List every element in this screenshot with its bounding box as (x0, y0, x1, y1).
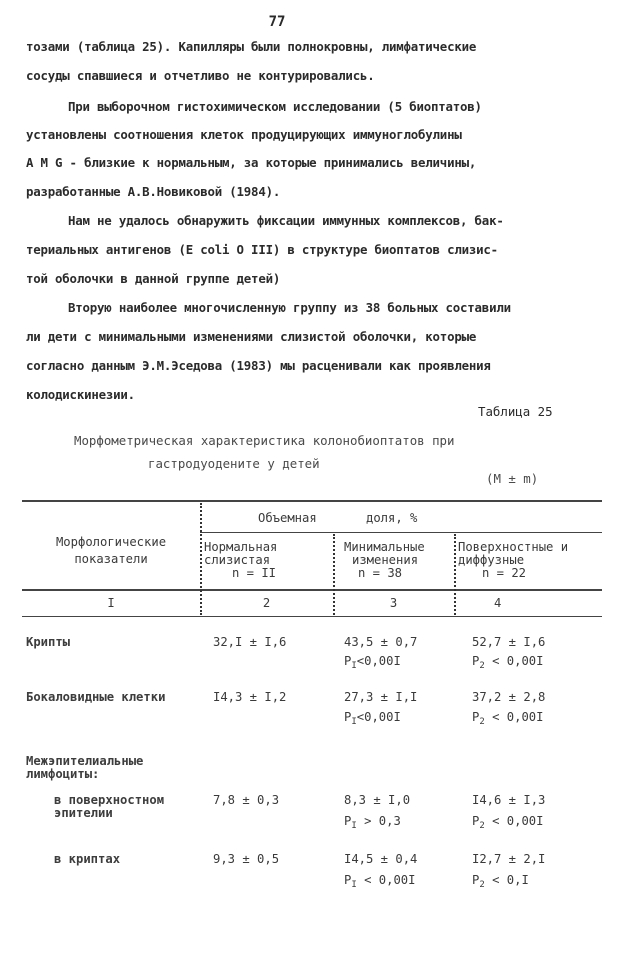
column-header: n = 38 (358, 566, 403, 580)
table-cell: I4,3 ± I,2 (213, 690, 287, 704)
row-label: Бокаловидные клетки (26, 690, 166, 704)
column-number: I (107, 596, 115, 610)
p-value: $P_2 < 0,I$ (472, 873, 529, 890)
p-value: $P_I > 0,3$ (344, 814, 401, 831)
row-group-label: Межэпителиальные (26, 754, 144, 768)
row-group-label: лимфоциты: (26, 767, 100, 781)
table-cell: 52,7 ± I,6 (472, 635, 546, 649)
p-value: $P_I<0,00I$ (344, 654, 401, 671)
row-header: Морфологические (55, 535, 167, 549)
table-cell: 8,3 ± I,0 (344, 793, 411, 807)
text-line: При выборочном гистохимическом исследовании (5 биоптатов) (68, 99, 482, 114)
group-rule (200, 532, 602, 533)
text-line: ли дети с минимальными изменениями слизистой оболочки, которые (26, 329, 477, 344)
text-line: Нам не удалось обнаружить фиксации иммунных комплексов, бак- (68, 213, 504, 228)
table-cell: I4,6 ± I,3 (472, 793, 546, 807)
column-header: n = 22 (482, 566, 527, 580)
row-label: эпителии (54, 806, 113, 820)
text-line: согласно данным Э.М.Эседова (1983) мы расценивали как проявления (26, 358, 491, 373)
table-cell: I2,7 ± 2,I (472, 852, 546, 866)
p-value: $P_2 < 0,00I$ (472, 814, 544, 831)
table-cell: 37,2 ± 2,8 (472, 690, 546, 704)
table-cell: 7,8 ± 0,3 (213, 793, 280, 807)
table-cell: 43,5 ± 0,7 (344, 635, 418, 649)
p-value: $P_2 < 0,00I$ (472, 710, 544, 727)
column-header: изменения (352, 553, 419, 567)
row-label: в поверхностном (54, 793, 165, 807)
header-rule (22, 589, 602, 591)
column-number: 2 (262, 596, 271, 610)
table-cell: 32,I ± I,6 (213, 635, 287, 649)
column-header: Поверхностные и (458, 540, 569, 554)
text-line: той оболочки в данной группе детей) (26, 271, 281, 286)
numbering-rule (22, 616, 602, 617)
p-value: $P_I < 0,00I$ (344, 873, 416, 890)
column-separator (454, 534, 456, 615)
column-header: Минимальные (344, 540, 425, 554)
text-line: А М G - близкие к нормальным, за которые принимались величины, (26, 155, 477, 170)
column-header: диффузные (458, 553, 525, 567)
text-line: установлены соотношения клеток продуцирующих иммуноглобулины (26, 127, 462, 142)
page-number: 77 (268, 14, 286, 30)
table-cell: 9,3 ± 0,5 (213, 852, 280, 866)
mean-notation: (M ± m) (486, 471, 539, 486)
table-cell: 27,3 ± I,I (344, 690, 418, 704)
column-header: Нормальная (204, 540, 278, 554)
column-number: 3 (389, 596, 398, 610)
table-top-rule (22, 500, 602, 502)
column-header: слизистая (204, 553, 271, 567)
row-header: показатели (74, 552, 148, 566)
text-line: Вторую наиболее многочисленную группу из 38 больных составили (68, 300, 511, 315)
table-title-line2: гастродуодените у детей (148, 456, 320, 471)
column-header: n = II (232, 566, 277, 580)
column-number: 4 (494, 596, 502, 610)
text-line: тозами (таблица 25). Капилляры были полнокровны, лимфатические (26, 39, 477, 54)
table-title: Морфометрическая характеристика колонобиоптатов при (74, 433, 455, 448)
text-line: разработанные А.В.Новиковой (1984). (26, 184, 281, 199)
p-value: $P_2 < 0,00I$ (472, 654, 544, 671)
row-label: Крипты (26, 635, 71, 649)
table-cell: I4,5 ± 0,4 (344, 852, 418, 866)
p-value: $P_I<0,00I$ (344, 710, 401, 727)
text-line: сосуды спавшиеся и отчетливо не контурировались. (26, 68, 375, 83)
header-volume: Объемная (258, 511, 317, 525)
table-number: Таблица 25 (478, 404, 553, 419)
header-share: доля, % (366, 511, 418, 525)
row-label: в криптах (54, 852, 121, 866)
text-line: колодискинезии. (26, 387, 135, 402)
text-line: териальных антигенов (E coli O III) в структуре биоптатов слизис- (26, 242, 498, 257)
